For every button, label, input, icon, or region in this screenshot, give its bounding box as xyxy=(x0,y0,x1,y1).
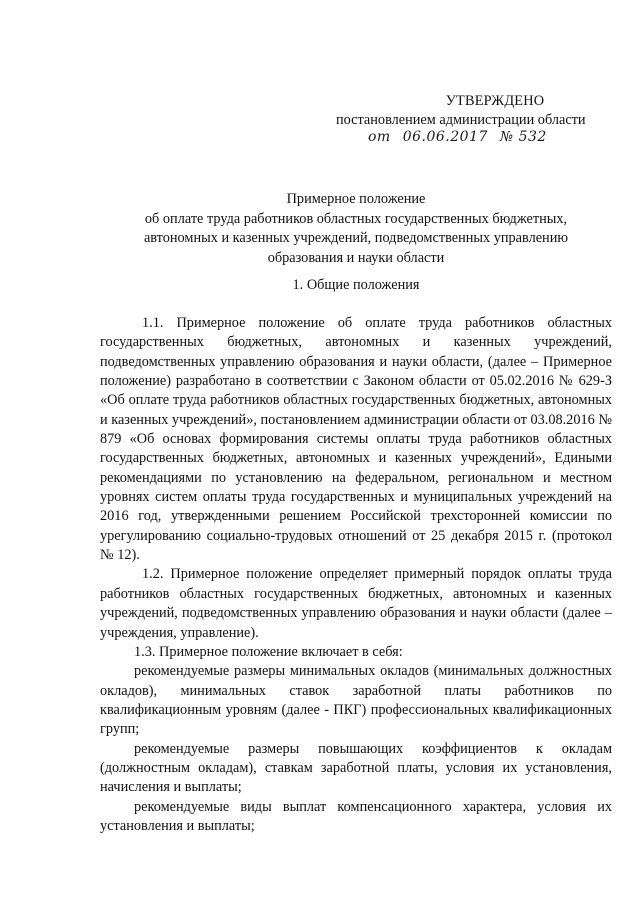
document-body xyxy=(100,314,612,836)
signature-date: 06.06.2017 xyxy=(402,129,488,145)
paragraph-1-1: 1.1. Примерное положение об оплате труда работников областных государственных бюджетных, автономных и казенных учреждений, подведомственных управлению образования и науки области, (далее – Примерное положение) разработано в соответствии с Законом области от 05.02.2016 № 629-З «Об оплате труда работников областных государственных бюджетных, автономных и казенных учреждений», постановлением администрации области от 03.08.2016 № 879 «Об основах формирования системы оплаты труда работников областных государственных бюджетных, автономных и казенных учреждений», Едиными рекомендациями по установлению на федеральном, региональном и местном уровнях систем оплаты труда государственных и муниципальных учреждений на 2016 год, утвержденными решением Российской трехсторонней комиссии по урегулированию социально-трудовых отношений от 25 декабря 2015 г. (протокол № 12). xyxy=(100,315,612,564)
list-item: рекомендуемые размеры повышающих коэффициентов к окладам (должностным окладам), ставкам заработной платы, условия их установления, начисления и выплаты; xyxy=(100,740,612,796)
title-line: об оплате труда работников областных государственных бюджетных, xyxy=(144,210,568,227)
paragraph-1-2: 1.2. Примерное положение определяет примерный порядок оплаты труда работников областных государственных бюджетных, автономных и казенных учреждений, подведомственных управлению образования и науки области (далее – учреждения, управление). xyxy=(100,566,612,641)
approval-block xyxy=(332,92,612,147)
signature-prefix: от xyxy=(368,129,391,145)
title-line: автономных и казенных учреждений, подведомственных управлению xyxy=(143,230,569,246)
title-line: образования и науки области xyxy=(267,249,445,266)
signature-number: № 532 xyxy=(499,129,547,145)
section-heading: 1. Общие положения xyxy=(292,277,420,293)
list-item: рекомендуемые виды выплат компенсационного характера, условия их установления и выплаты; xyxy=(100,798,612,834)
title-line: Примерное положение xyxy=(286,191,426,207)
approval-issuer: постановлением администрации области xyxy=(336,112,586,128)
paragraph-1-3: 1.3. Примерное положение включает в себя: xyxy=(134,643,403,660)
document-title xyxy=(100,190,612,268)
approval-heading: УТВЕРЖДЕНО xyxy=(445,93,545,109)
handwritten-signature-line xyxy=(332,128,612,147)
list-item: рекомендуемые размеры минимальных окладов (минимальных должностных окладов), минимальных ставок заработной платы работников по квалификационным уровням (далее - ПКГ) профессиональных квалификационных групп; xyxy=(100,663,612,738)
